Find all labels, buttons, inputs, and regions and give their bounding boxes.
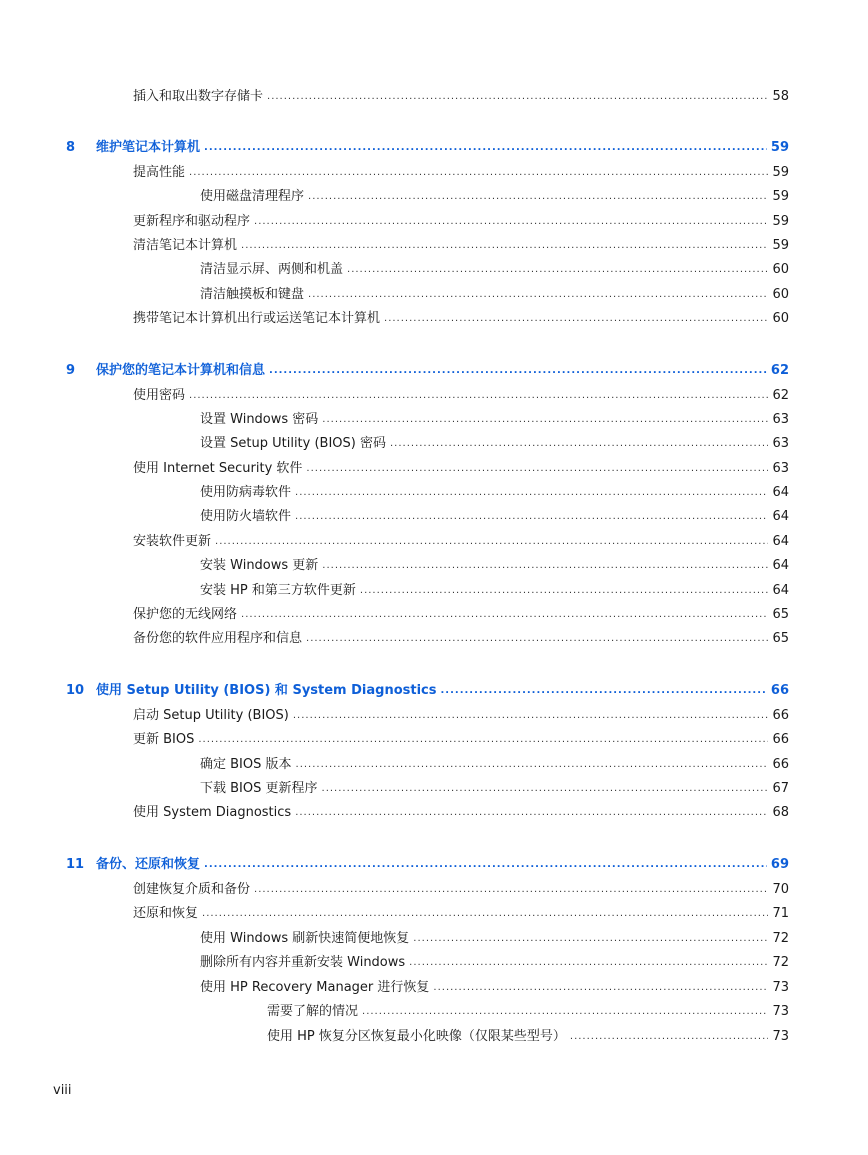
toc-entry-title: 携带笔记本计算机出行或运送笔记本计算机	[133, 311, 381, 326]
dot-leader	[433, 979, 768, 997]
toc-entry[interactable]	[200, 557, 789, 575]
toc-entry-page-number: 63	[772, 461, 789, 476]
dot-leader	[306, 630, 768, 648]
dot-leader	[295, 804, 768, 822]
toc-entry[interactable]	[200, 954, 789, 972]
toc-entry[interactable]	[133, 630, 789, 648]
toc-entry-title: 启动 Setup Utility (BIOS)	[133, 708, 289, 723]
toc-chapter-entry[interactable]	[66, 856, 789, 874]
toc-entry[interactable]	[133, 164, 789, 182]
toc-entry-title: 清洁笔记本计算机	[133, 238, 238, 253]
toc-entry-page-number: 68	[772, 805, 789, 820]
toc-entry-page-number: 66	[770, 683, 789, 698]
toc-entry-page-number: 59	[772, 189, 789, 204]
toc-entry-page-number: 72	[772, 931, 789, 946]
toc-entry[interactable]	[200, 979, 789, 997]
dot-leader	[202, 905, 768, 923]
dot-leader	[293, 707, 769, 725]
toc-entry[interactable]	[133, 310, 789, 328]
toc-entry[interactable]	[200, 188, 789, 206]
toc-entry-title: 使用 HP 恢复分区恢复最小化映像（仅限某些型号）	[267, 1029, 566, 1044]
toc-entry-title: 安装 Windows 更新	[200, 558, 319, 573]
toc-entry-title: 使用 Internet Security 软件	[133, 461, 303, 476]
toc-entry-page-number: 63	[772, 412, 789, 427]
toc-entry-page-number: 64	[772, 534, 789, 549]
toc-entry-title: 更新 BIOS	[133, 732, 195, 747]
dot-leader	[189, 387, 768, 405]
toc-entry[interactable]	[200, 508, 789, 526]
toc-entry-title: 下载 BIOS 更新程序	[200, 781, 318, 796]
dot-leader	[215, 533, 768, 551]
toc-entry-page-number: 66	[772, 757, 789, 772]
toc-entry-page-number: 60	[772, 287, 789, 302]
toc-entry-page-number: 64	[772, 558, 789, 573]
toc-entry-page-number: 65	[772, 607, 789, 622]
dot-leader	[204, 856, 767, 874]
toc-entry-title: 维护笔记本计算机	[96, 140, 201, 155]
toc-entry[interactable]	[200, 582, 789, 600]
toc-entry-page-number: 65	[772, 631, 789, 646]
toc-entry-title: 设置 Windows 密码	[200, 412, 319, 427]
toc-entry[interactable]	[200, 780, 789, 798]
toc-entry[interactable]	[133, 237, 789, 255]
toc-entry-title: 使用防病毒软件	[200, 485, 292, 500]
toc-entry[interactable]	[200, 930, 789, 948]
toc-entry[interactable]	[200, 261, 789, 279]
dot-leader	[254, 881, 768, 899]
toc-entry-page-number: 73	[772, 980, 789, 995]
toc-entry[interactable]	[133, 533, 789, 551]
toc-entry-page-number: 66	[772, 732, 789, 747]
toc-entry[interactable]	[133, 606, 789, 624]
toc-entry[interactable]	[267, 1003, 789, 1021]
dot-leader	[241, 606, 768, 624]
dot-leader	[306, 460, 768, 478]
toc-entry-title: 使用磁盘清理程序	[200, 189, 305, 204]
dot-leader	[384, 310, 768, 328]
toc-entry[interactable]	[133, 804, 789, 822]
toc-entry-title: 提高性能	[133, 165, 186, 180]
toc-entry[interactable]	[133, 731, 789, 749]
dot-leader	[198, 731, 768, 749]
toc-entry-title: 备份、还原和恢复	[96, 857, 201, 872]
dot-leader	[570, 1028, 769, 1046]
dot-leader	[322, 557, 768, 575]
toc-entry-page-number: 73	[772, 1029, 789, 1044]
toc-entry-page-number: 64	[772, 583, 789, 598]
toc-entry[interactable]	[267, 1028, 789, 1046]
toc-entry[interactable]	[133, 881, 789, 899]
toc-entry-title: 确定 BIOS 版本	[200, 757, 292, 772]
toc-entry[interactable]	[133, 88, 789, 106]
chapter-number: 8	[66, 140, 76, 155]
toc-entry-page-number: 71	[772, 906, 789, 921]
toc-entry[interactable]	[200, 484, 789, 502]
dot-leader	[269, 362, 767, 380]
toc-entry-page-number: 64	[772, 485, 789, 500]
toc-entry-page-number: 59	[772, 165, 789, 180]
toc-entry-page-number: 67	[772, 781, 789, 796]
page-number-footer: viii	[53, 1083, 72, 1098]
dot-leader	[409, 954, 768, 972]
toc-entry-title: 安装 HP 和第三方软件更新	[200, 583, 356, 598]
toc-entry-page-number: 60	[772, 262, 789, 277]
toc-entry[interactable]	[200, 435, 789, 453]
dot-leader	[267, 88, 768, 106]
dot-leader	[254, 213, 768, 231]
dot-leader	[322, 411, 768, 429]
dot-leader	[362, 1003, 768, 1021]
dot-leader	[347, 261, 768, 279]
toc-entry-title: 使用防火墙软件	[200, 509, 292, 524]
toc-entry-title: 设置 Setup Utility (BIOS) 密码	[200, 436, 386, 451]
chapter-number: 11	[66, 857, 85, 872]
toc-entry-page-number: 62	[772, 388, 789, 403]
toc-entry-page-number: 60	[772, 311, 789, 326]
dot-leader	[360, 582, 769, 600]
toc-entry[interactable]	[133, 707, 789, 725]
toc-entry[interactable]	[200, 411, 789, 429]
toc-entry-page-number: 70	[772, 882, 789, 897]
dot-leader	[322, 780, 769, 798]
dot-leader	[204, 139, 767, 157]
toc-entry-title: 使用 HP Recovery Manager 进行恢复	[200, 980, 430, 995]
toc-entry-title: 保护您的笔记本计算机和信息	[96, 363, 266, 378]
toc-entry-page-number: 72	[772, 955, 789, 970]
toc-entry[interactable]	[133, 213, 789, 231]
toc-entry[interactable]	[200, 756, 789, 774]
toc-entry-title: 使用 Setup Utility (BIOS) 和 System Diagnostics	[96, 683, 437, 698]
toc-entry-title: 清洁触摸板和键盘	[200, 287, 305, 302]
toc-entry-page-number: 73	[772, 1004, 789, 1019]
dot-leader	[295, 508, 768, 526]
dot-leader	[295, 484, 768, 502]
toc-chapter-entry[interactable]	[66, 362, 789, 380]
dot-leader	[308, 286, 768, 304]
dot-leader	[189, 164, 768, 182]
toc-entry-title: 使用 System Diagnostics	[133, 805, 292, 820]
toc-entry-page-number: 62	[770, 363, 789, 378]
toc-entry-title: 清洁显示屏、两侧和机盖	[200, 262, 344, 277]
dot-leader	[390, 435, 768, 453]
toc-entry-title: 删除所有内容并重新安装 Windows	[200, 955, 406, 970]
toc-entry-page-number: 58	[772, 89, 789, 104]
toc-entry-page-number: 59	[772, 214, 789, 229]
chapter-number: 10	[66, 683, 85, 698]
toc-entry[interactable]	[133, 905, 789, 923]
dot-leader	[296, 756, 769, 774]
toc-entry-title: 备份您的软件应用程序和信息	[133, 631, 303, 646]
toc-entry-page-number: 59	[772, 238, 789, 253]
toc-entry-title: 使用密码	[133, 388, 186, 403]
toc-entry-title: 保护您的无线网络	[133, 607, 238, 622]
toc-entry-title: 还原和恢复	[133, 906, 199, 921]
dot-leader	[241, 237, 768, 255]
toc-entry[interactable]	[200, 286, 789, 304]
toc-entry-title: 安装软件更新	[133, 534, 212, 549]
toc-entry-title: 使用 Windows 刷新快速简便地恢复	[200, 931, 410, 946]
toc-chapter-entry[interactable]	[66, 682, 789, 700]
dot-leader	[308, 188, 768, 206]
toc-entry-page-number: 63	[772, 436, 789, 451]
toc-entry-title: 需要了解的情况	[267, 1004, 359, 1019]
dot-leader	[413, 930, 768, 948]
toc-entry[interactable]	[133, 387, 789, 405]
toc-entry-page-number: 64	[772, 509, 789, 524]
toc-entry-title: 创建恢复介质和备份	[133, 882, 251, 897]
toc-entry[interactable]	[133, 460, 789, 478]
toc-entry-title: 插入和取出数字存储卡	[133, 89, 264, 104]
toc-entry-page-number: 69	[770, 857, 789, 872]
toc-entry-page-number: 59	[770, 140, 789, 155]
chapter-number: 9	[66, 363, 76, 378]
dot-leader	[441, 682, 767, 700]
toc-entry-page-number: 66	[772, 708, 789, 723]
toc-chapter-entry[interactable]	[66, 139, 789, 157]
toc-entry-title: 更新程序和驱动程序	[133, 214, 251, 229]
